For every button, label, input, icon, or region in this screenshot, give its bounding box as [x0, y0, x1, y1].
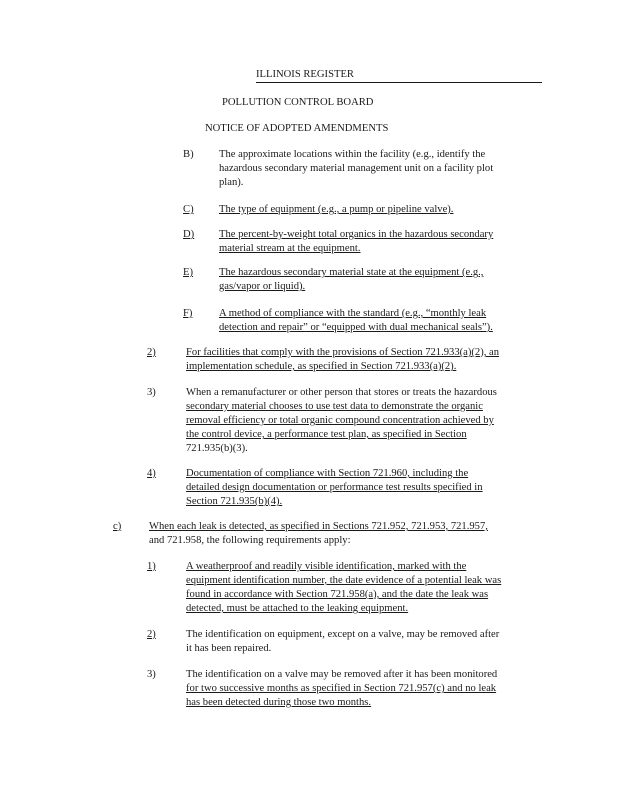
item-e-line-2: gas/vapor or liquid). [219, 281, 306, 292]
item-label-c2: 2) [147, 629, 156, 640]
item-c1-line-3: found in accordance with Section 721.958(a), and the date the leak was [186, 589, 489, 600]
item-e-line-1: The hazardous secondary material state at the equipment (e.g., [219, 267, 484, 278]
item-label-d: D) [183, 229, 195, 240]
item-c2-line-2: it has been repaired. [186, 643, 272, 654]
item-c-line-1: The type of equipment (e.g., a pump or pipeline valve). [219, 204, 454, 215]
item-label-2: 2) [147, 347, 156, 358]
item-d-line-1: The percent-by-weight total organics in the hazardous secondary [219, 229, 494, 240]
item-2-line-1: For facilities that comply with the provisions of Section 721.933(a)(2), an [186, 347, 500, 358]
register-title: ILLINOIS REGISTER [256, 69, 354, 80]
item-3-line-2: secondary material chooses to use test data to demonstrate the organic [186, 401, 483, 412]
item-3-line-4: the control device, a performance test plan, as specified in Section [186, 429, 467, 440]
item-c-sub-line-1: When each leak is detected, as specified in Sections 721.952, 721.953, 721.957, [149, 521, 488, 532]
item-label-e: E) [183, 267, 193, 278]
item-label-b: B) [183, 149, 194, 160]
item-b-line-2: hazardous secondary material management unit on a facility plot [219, 163, 494, 174]
item-c1-line-2: equipment identification number, the date evidence of a potential leak was [186, 575, 502, 586]
item-label-c1: 1) [147, 561, 156, 572]
item-3-line-1: When a remanufacturer or other person that stores or treats the hazardous [186, 387, 497, 398]
item-label-3: 3) [147, 387, 156, 398]
item-b-line-1: The approximate locations within the facility (e.g., identify the [219, 149, 486, 160]
item-label-c-sub: c) [113, 521, 122, 532]
item-c3-line-3: has been detected during those two months. [186, 697, 372, 708]
item-c3-line-1: The identification on a valve may be removed after it has been monitored [186, 669, 498, 680]
item-c1-line-1: A weatherproof and readily visible identification, marked with the [186, 561, 467, 572]
item-4-line-1: Documentation of compliance with Section 721.960, including the [186, 468, 469, 479]
item-label-f: F) [183, 308, 193, 319]
item-3-line-5: 721.935(b)(3). [186, 443, 248, 454]
item-label-c: C) [183, 204, 194, 215]
item-b-line-3: plan). [219, 177, 244, 188]
item-4-line-3: Section 721.935(b)(4). [186, 496, 283, 507]
item-label-c3: 3) [147, 669, 156, 680]
notice-title: NOTICE OF ADOPTED AMENDMENTS [205, 123, 389, 134]
item-f-line-2: detection and repair” or “equipped with dual mechanical seals”). [219, 322, 493, 333]
item-d-line-2: material stream at the equipment. [219, 243, 361, 254]
header-rule [256, 82, 542, 83]
agency-title: POLLUTION CONTROL BOARD [222, 97, 374, 108]
item-f-line-1: A method of compliance with the standard (e.g., “monthly leak [219, 308, 487, 319]
item-label-4: 4) [147, 468, 156, 479]
item-c-sub-line-2: and 721.958, the following requirements apply: [149, 535, 351, 546]
item-c1-line-4: detected, must be attached to the leaking equipment. [186, 603, 409, 614]
item-c3-line-2: for two successive months as specified in Section 721.957(c) and no leak [186, 683, 497, 694]
item-c2-line-1: The identification on equipment, except on a valve, may be removed after [186, 629, 500, 640]
item-2-line-2: implementation schedule, as specified in Section 721.933(a)(2). [186, 361, 457, 372]
item-3-line-3: removal efficiency or total organic compound concentration achieved by [186, 415, 494, 426]
item-4-line-2: detailed design documentation or performance test results specified in [186, 482, 483, 493]
